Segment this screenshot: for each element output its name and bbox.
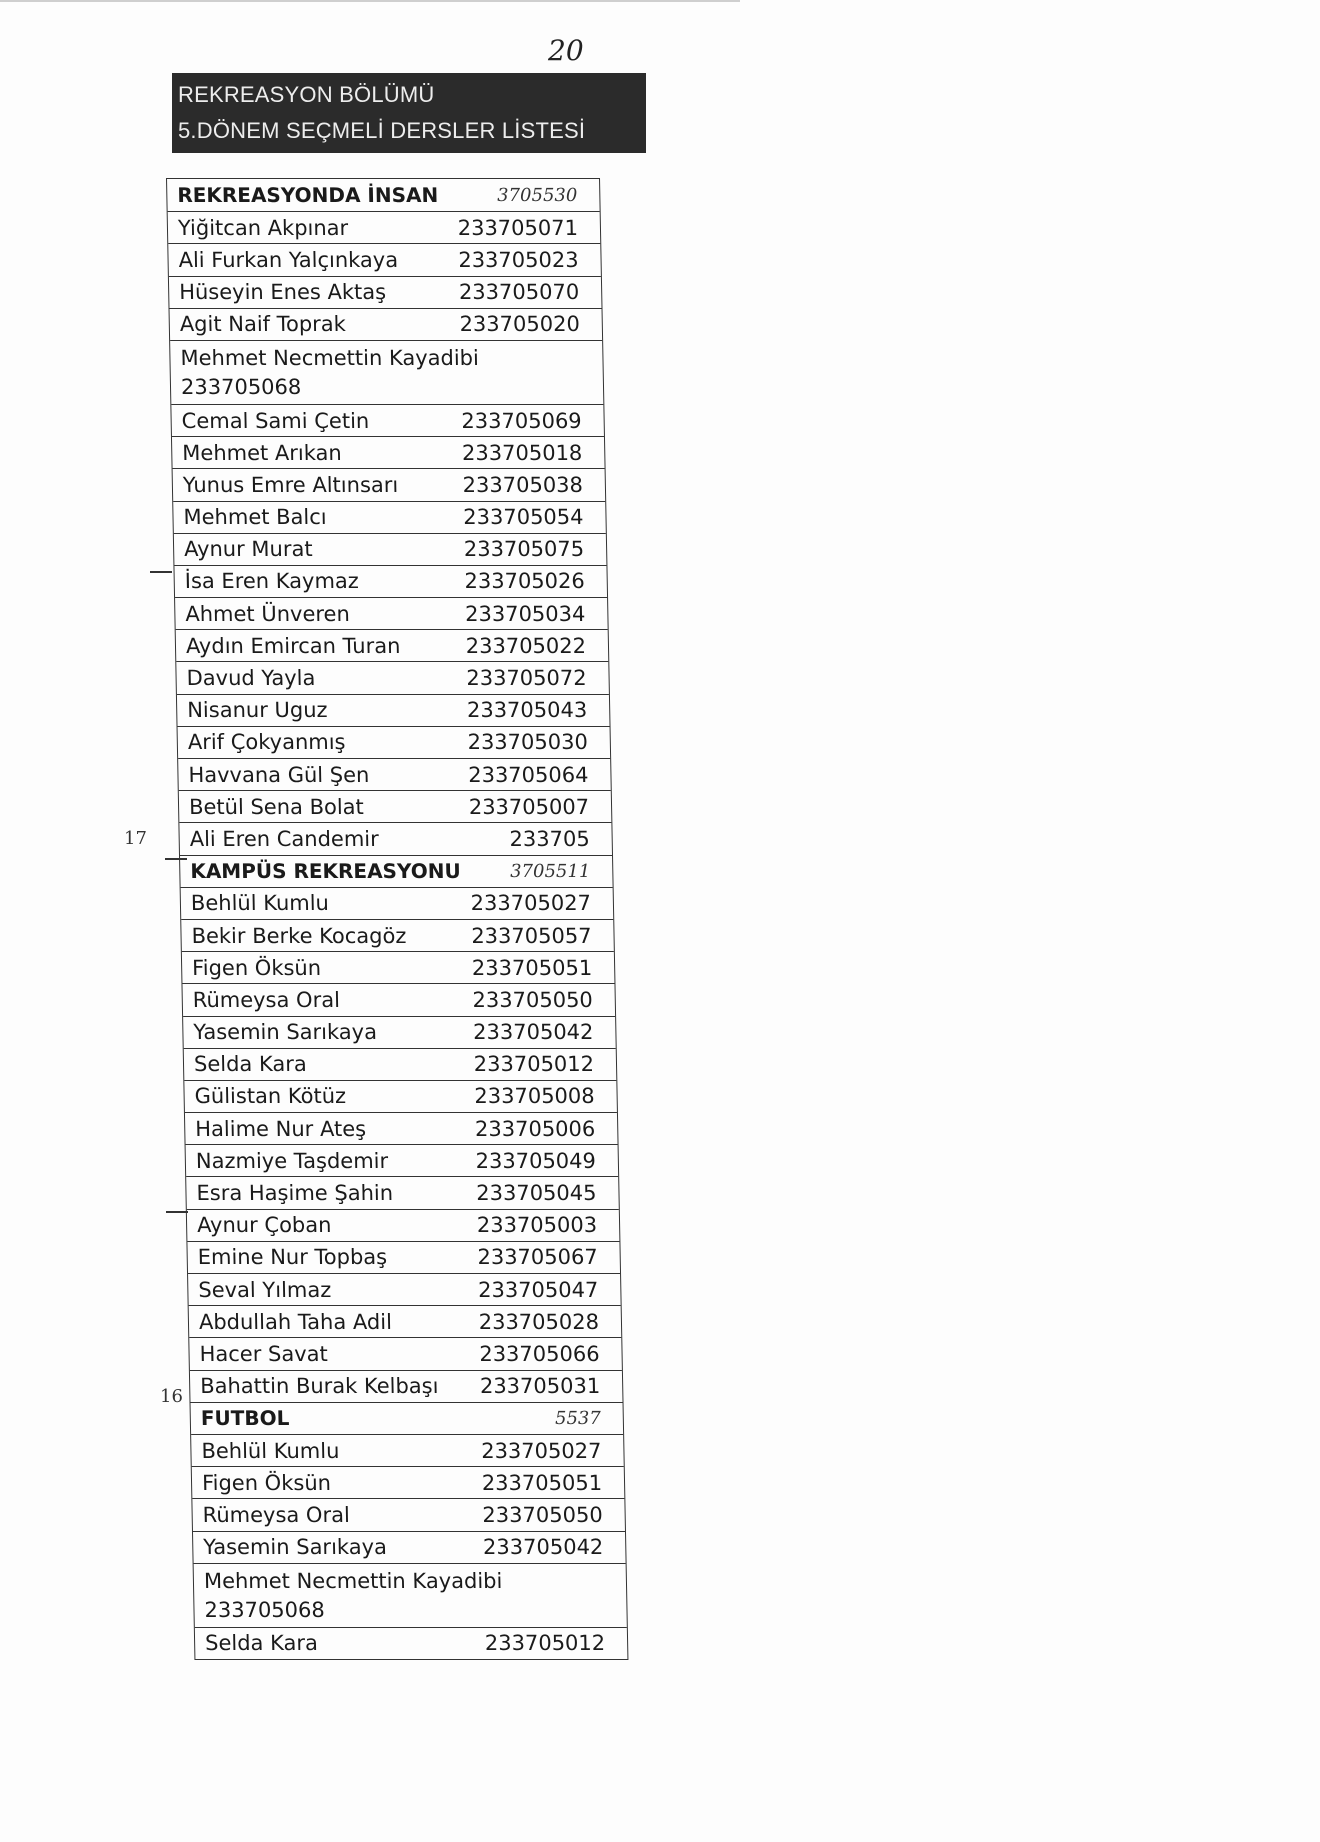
student-row [187, 1241, 620, 1273]
student-name: Esra Haşime Şahin [196, 1181, 394, 1206]
student-name: Mehmet Balcı [183, 505, 327, 530]
student-row [184, 1080, 617, 1112]
student-name: Emine Nur Topbaş [197, 1245, 388, 1270]
student-row [179, 790, 612, 822]
student-name: Selda Kara [193, 1052, 307, 1077]
student-row [188, 1273, 621, 1305]
student-row [176, 629, 609, 661]
student-row [174, 565, 607, 597]
student-row [177, 694, 610, 726]
student-row [173, 501, 606, 533]
student-number: 233705012 [473, 1052, 595, 1077]
student-row [179, 822, 612, 854]
student-row [170, 340, 603, 404]
student-name: Davud Yayla [186, 666, 316, 691]
student-row [184, 1048, 617, 1080]
student-name: Ali Furkan Yalçınkaya [178, 247, 399, 272]
student-name: Nisanur Uguz [186, 698, 328, 723]
student-number: 233705047 [477, 1277, 599, 1302]
student-number: 233705066 [479, 1341, 600, 1366]
student-name: Aynur Murat [183, 537, 313, 562]
student-name: Agit Naif Toprak [179, 312, 347, 337]
student-name: Hacer Savat [199, 1341, 328, 1366]
student-number: 233705042 [482, 1535, 604, 1560]
student-row [168, 211, 601, 243]
student-name: Mehmet Necmettin Kayadibi [180, 345, 480, 370]
student-list-table [166, 178, 628, 1660]
student-name: Halime Nur Ateş [195, 1116, 367, 1141]
student-name: İsa Eren Kaymaz [184, 569, 360, 594]
student-row [186, 1176, 619, 1208]
student-row [181, 887, 614, 919]
student-row [178, 758, 611, 790]
course-code-annotation: 5537 [554, 1407, 602, 1429]
student-row [191, 1434, 624, 1466]
student-number: 233705075 [463, 537, 585, 562]
student-name: Ali Eren Candemir [189, 826, 379, 851]
margin-tick [166, 1211, 188, 1213]
section-title: KAMPÜS REKREASYONU [190, 859, 461, 884]
student-row [192, 1498, 625, 1530]
student-name: Betül Sena Bolat [188, 794, 364, 819]
student-number: 233705008 [474, 1084, 595, 1109]
student-row [192, 1466, 625, 1498]
student-number: 233705027 [480, 1438, 602, 1463]
student-row [183, 1016, 616, 1048]
student-name: Yasemin Sarıkaya [203, 1535, 388, 1560]
section-header [167, 179, 600, 211]
student-number: 233705045 [476, 1181, 597, 1206]
student-number: 233705051 [471, 955, 593, 980]
student-number: 233705068 [180, 374, 302, 399]
section-header [190, 1402, 623, 1434]
student-number: 233705064 [467, 762, 589, 787]
student-number: 233705070 [458, 280, 580, 305]
scan-edge [0, 0, 740, 2]
student-name: Yasemin Sarıkaya [193, 1020, 378, 1045]
header-department: REKREASYON BÖLÜMÜ [178, 82, 435, 107]
student-number: 233705022 [465, 633, 587, 658]
student-name: Behlül Kumlu [201, 1438, 340, 1463]
page-number: 20 [548, 34, 584, 67]
student-number: 233705050 [472, 987, 594, 1012]
student-number: 233705067 [477, 1245, 598, 1270]
student-number: 233705012 [484, 1631, 606, 1656]
document-header [172, 73, 646, 153]
student-row [186, 1144, 619, 1176]
student-row [169, 276, 602, 308]
student-row [181, 919, 614, 951]
header-list-title: 5.DÖNEM SEÇMELİ DERSLER LİSTESİ [178, 118, 586, 143]
section-header [180, 855, 613, 887]
student-name: Bahattin Burak Kelbaşı [199, 1374, 439, 1399]
student-number: 233705054 [463, 505, 584, 530]
student-name: Hüseyin Enes Aktaş [178, 280, 387, 305]
student-number: 233705007 [468, 794, 590, 819]
student-row [173, 468, 606, 500]
student-row [190, 1370, 623, 1402]
student-number: 233705003 [476, 1213, 598, 1238]
margin-tick [150, 571, 172, 573]
student-name: Arif Çokyanmış [187, 730, 346, 755]
student-number: 233705034 [464, 601, 586, 626]
student-row [195, 1627, 628, 1659]
student-row [171, 404, 604, 436]
student-number: 233705020 [459, 312, 581, 337]
section-title: REKREASYONDA İNSAN [177, 183, 439, 208]
course-code-annotation: 3705530 [496, 184, 578, 206]
student-name: Rümeysa Oral [202, 1502, 351, 1527]
course-code-annotation: 3705511 [509, 860, 591, 882]
student-row [176, 661, 609, 693]
section-title: FUTBOL [200, 1406, 290, 1431]
student-row [189, 1305, 622, 1337]
student-name: Nazmiye Taşdemir [195, 1148, 389, 1173]
student-number: 233705042 [472, 1020, 594, 1045]
student-row [189, 1337, 622, 1369]
student-number: 233705057 [471, 923, 592, 948]
student-number: 233705030 [467, 730, 589, 755]
student-row [168, 243, 601, 275]
student-name: Behlül Kumlu [190, 891, 330, 916]
student-name: Havvana Gül Şen [188, 762, 370, 787]
student-row [178, 726, 611, 758]
student-name: Yiğitcan Akpınar [177, 215, 349, 240]
student-number: 233705028 [478, 1309, 600, 1334]
student-row [187, 1209, 620, 1241]
student-row [185, 1112, 618, 1144]
student-number: 233705050 [482, 1502, 603, 1527]
student-name: Gülistan Kötüz [194, 1084, 347, 1109]
student-row [182, 983, 615, 1015]
student-name: Abdullah Taha Adil [198, 1309, 393, 1334]
student-number: 233705068 [204, 1597, 325, 1622]
student-number: 233705069 [461, 408, 582, 433]
student-number: 233705072 [466, 666, 587, 691]
student-row [182, 951, 615, 983]
margin-tick [165, 858, 187, 860]
student-name: Mehmet Necmettin Kayadibi [203, 1568, 503, 1593]
student-number: 233705006 [474, 1116, 596, 1141]
student-number: 233705027 [470, 891, 592, 916]
student-name: Selda Kara [204, 1631, 319, 1656]
student-row [172, 436, 605, 468]
student-name: Figen Öksün [201, 1470, 332, 1495]
student-row [174, 533, 607, 565]
student-number: 233705071 [457, 215, 579, 240]
student-name: Bekir Berke Kocagöz [191, 923, 407, 948]
student-row [169, 308, 602, 340]
student-name: Aynur Çoban [196, 1213, 332, 1238]
student-row [194, 1563, 627, 1627]
student-number: 233705018 [461, 440, 583, 465]
student-number: 233705023 [458, 247, 579, 272]
margin-count-note: 16 [160, 1386, 183, 1407]
student-name: Figen Öksün [191, 955, 322, 980]
student-number: 233705049 [475, 1148, 597, 1173]
student-number: 233705038 [462, 472, 584, 497]
student-name: Rümeysa Oral [192, 987, 341, 1012]
student-number: 233705051 [481, 1470, 603, 1495]
student-number: 233705043 [466, 698, 588, 723]
student-number: 233705026 [464, 569, 585, 594]
student-name: Mehmet Arıkan [182, 440, 342, 465]
margin-count-note: 17 [124, 828, 147, 849]
student-name: Ahmet Ünveren [185, 601, 350, 626]
student-row [193, 1531, 626, 1563]
student-number: 233705031 [479, 1374, 601, 1399]
student-name: Yunus Emre Altınsarı [182, 472, 399, 497]
student-number: 233705 [509, 826, 590, 851]
student-name: Aydın Emircan Turan [185, 633, 401, 658]
student-row [175, 597, 608, 629]
student-name: Cemal Sami Çetin [181, 408, 370, 433]
student-name: Seval Yılmaz [198, 1277, 332, 1302]
